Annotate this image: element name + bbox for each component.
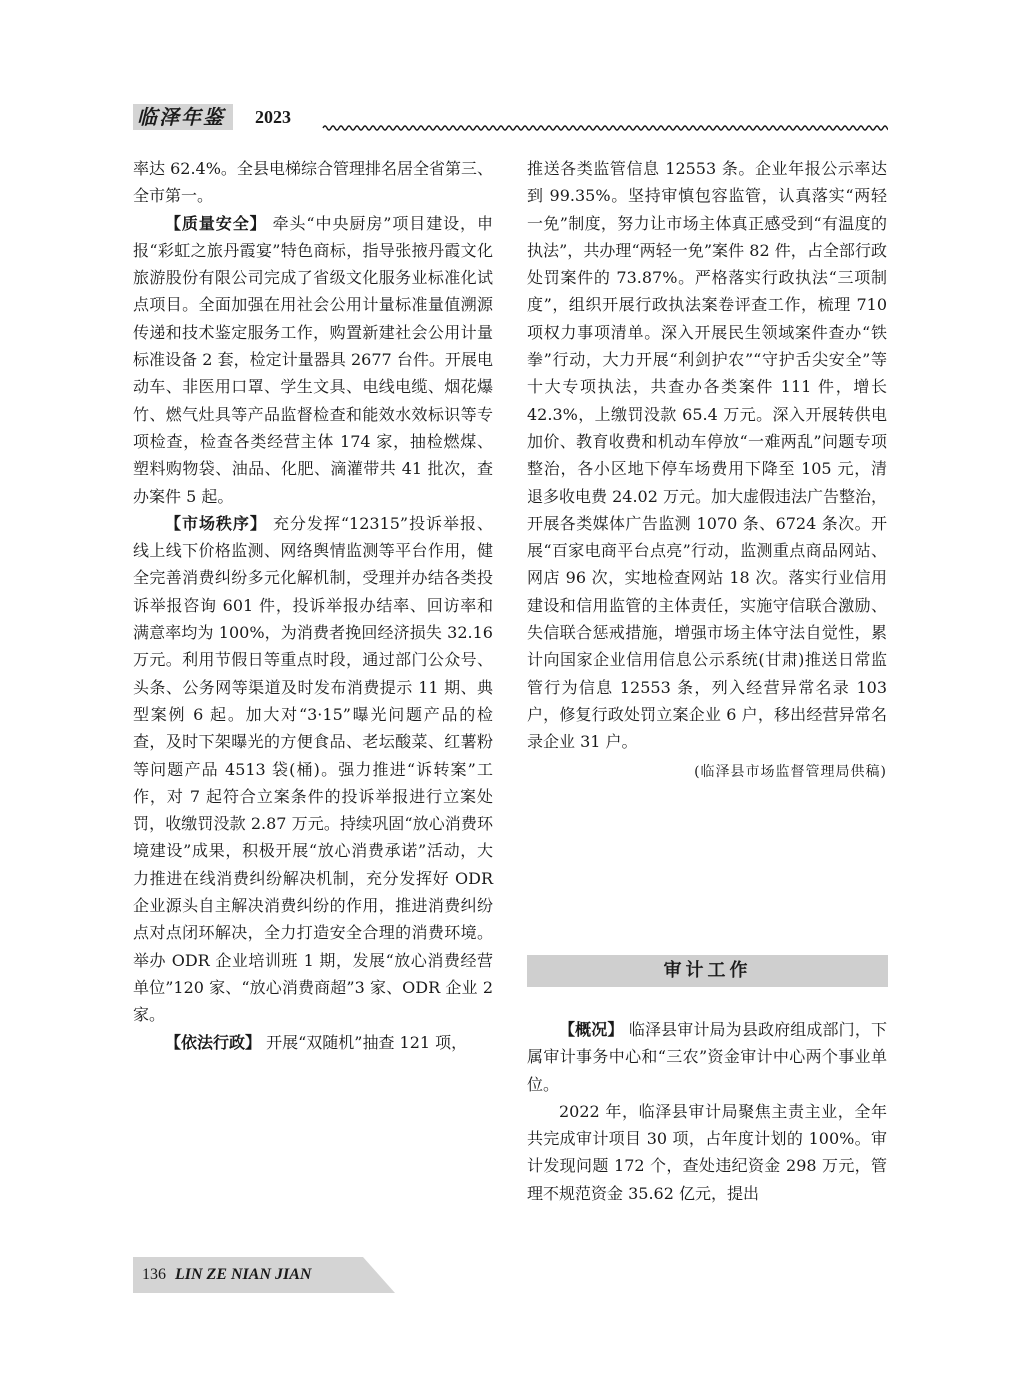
book-name: 临泽年鉴 (133, 104, 233, 130)
book-year: 2023 (255, 107, 291, 127)
header-wave-rule (133, 122, 888, 134)
section-tag: 【市场秩序】 (165, 513, 267, 533)
paragraph: 推送各类监管信息 12553 条。企业年报公示率达到 99.35%。坚持审慎包容监管，认真落实“两轻一免”制度，努力让市场主体真正感受到“有温度的执法”，共办理“两轻一免”案件 82 件，占全部行政处罚案件的 73.87%。严格落实行政执法“三项制度”，组织开展行政执法案卷评查工作，梳理 710 项权力事项清单。深入开展民生领域案件查办“铁拳”行动，大力开展“利剑护农”“守护舌尖安全”等十大专项执法，共查办各类案件 111 件，增长 42.3%，上缴罚没款 65.4 万元。深入开展转供电加价、教育收费和机动车停放“一难两乱”问题专项整治，各小区地下停车场费用下降至 105 元，清退多收电费 24.02 万元。加大虚假违法广告整治，开展各类媒体广告监测 1070 条、6724 条次。开展“百家电商平台点亮”行动，监测重点商品网站、网店 96 次，实地检查网站 18 次。落实行业信用建设和信用监管的主体责任，实施守信联合激励、失信联合惩戒措施，增强市场主体守法自觉性，累计向国家企业信用信息公示系统(甘肃)推送日常监管行为信息 12553 条，列入经营异常名录 103 户，修复行政处罚立案企业 6 户，移出经营异常名录企业 31 户。 (527, 159, 887, 752)
right-column-section (527, 1016, 887, 1207)
paragraph: 【市场秩序】 充分发挥“12315”投诉举报、线上线下价格监测、网络舆情监测等平台作用，健全完善消费纠纷多元化解机制，受理并办结各类投诉举报咨询 601 件，投诉举报办结率、回访率和满意率均为 100%，为消费者挽回经济损失 32.16 万元。利用节假日等重点时段，通过部门公众号、头条、公务网等渠道及时发布消费提示 11 期、典型案例 6 起。加大对“3·15”曝光问题产品的检查，及时下架曝光的方便食品、老坛酸菜、红薯粉等问题产品 4513 袋(桶)。强力推进“诉转案”工作，对 7 起符合立案条件的投诉举报进行立案处罚，收缴罚没款 2.87 万元。持续巩固“放心消费环境建设”成果，积极开展“放心消费承诺”活动，大力推进在线消费纠纷解决机制，充分发挥好 ODR 企业源头自主解决消费纠纷的作用，推进消费纠纷点对点闭环解决，全力打造安全合理的消费环境。举办 ODR 企业培训班 1 期，发展“放心消费经营单位”120 家、“放心消费商超”3 家、ODR 企业 2 家。 (133, 513, 493, 1025)
footer-title: LIN ZE NIAN JIAN (175, 1266, 312, 1283)
page-footer (133, 1257, 395, 1293)
section-title: 审计工作 (663, 960, 752, 981)
section-tag: 【概况】 (559, 1020, 624, 1039)
right-column (527, 155, 887, 786)
page-header (133, 100, 888, 136)
paragraph: 【质量安全】 牵头“中央厨房”项目建设，申报“彩虹之旅丹霞宴”特色商标，指导张掖丹霞文化旅游股份有限公司完成了省级文化服务业标准化试点项目。全面加强在用社会公用计量标准量值溯源传递和技术鉴定服务工作，购置新建社会公用计量标准设备 2 套，检定计量器具 2677 台件。开展电动车、非医用口罩、学生文具、电线电缆、烟花爆竹、燃气灶具等产品监督检查和能效水效标识等专项检查，检查各类经营主体 174 家，抽检燃煤、塑料购物袋、油品、化肥、滴灌带共 41 批次，查办案件 5 起。 (133, 213, 493, 506)
paragraph: 率达 62.4%。全县电梯综合管理排名居全省第三、全市第一。 (133, 159, 493, 206)
section-tag: 【质量安全】 (165, 213, 267, 233)
paragraph: 2022 年，临泽县审计局聚焦主责主业，全年共完成审计项目 30 项，占年度计划的 100%。审计发现问题 172 个，查处违纪资金 298 万元，管理不规范资金 35.62 亿元，提出 (527, 1101, 887, 1203)
paragraph: 【概况】 临泽县审计局为县政府组成部门，下属审计事务中心和“三农”资金审计中心两个事业单位。 (527, 1020, 887, 1094)
section-heading-bar (527, 955, 888, 987)
section-tag: 【依法行政】 (165, 1032, 262, 1052)
page-number: 136 (142, 1266, 166, 1283)
source-credit: (临泽县市场监督管理局供稿) (694, 763, 887, 780)
paragraph: 【依法行政】 开展“双随机”抽查 121 项， (165, 1032, 468, 1052)
left-column (133, 155, 493, 1056)
